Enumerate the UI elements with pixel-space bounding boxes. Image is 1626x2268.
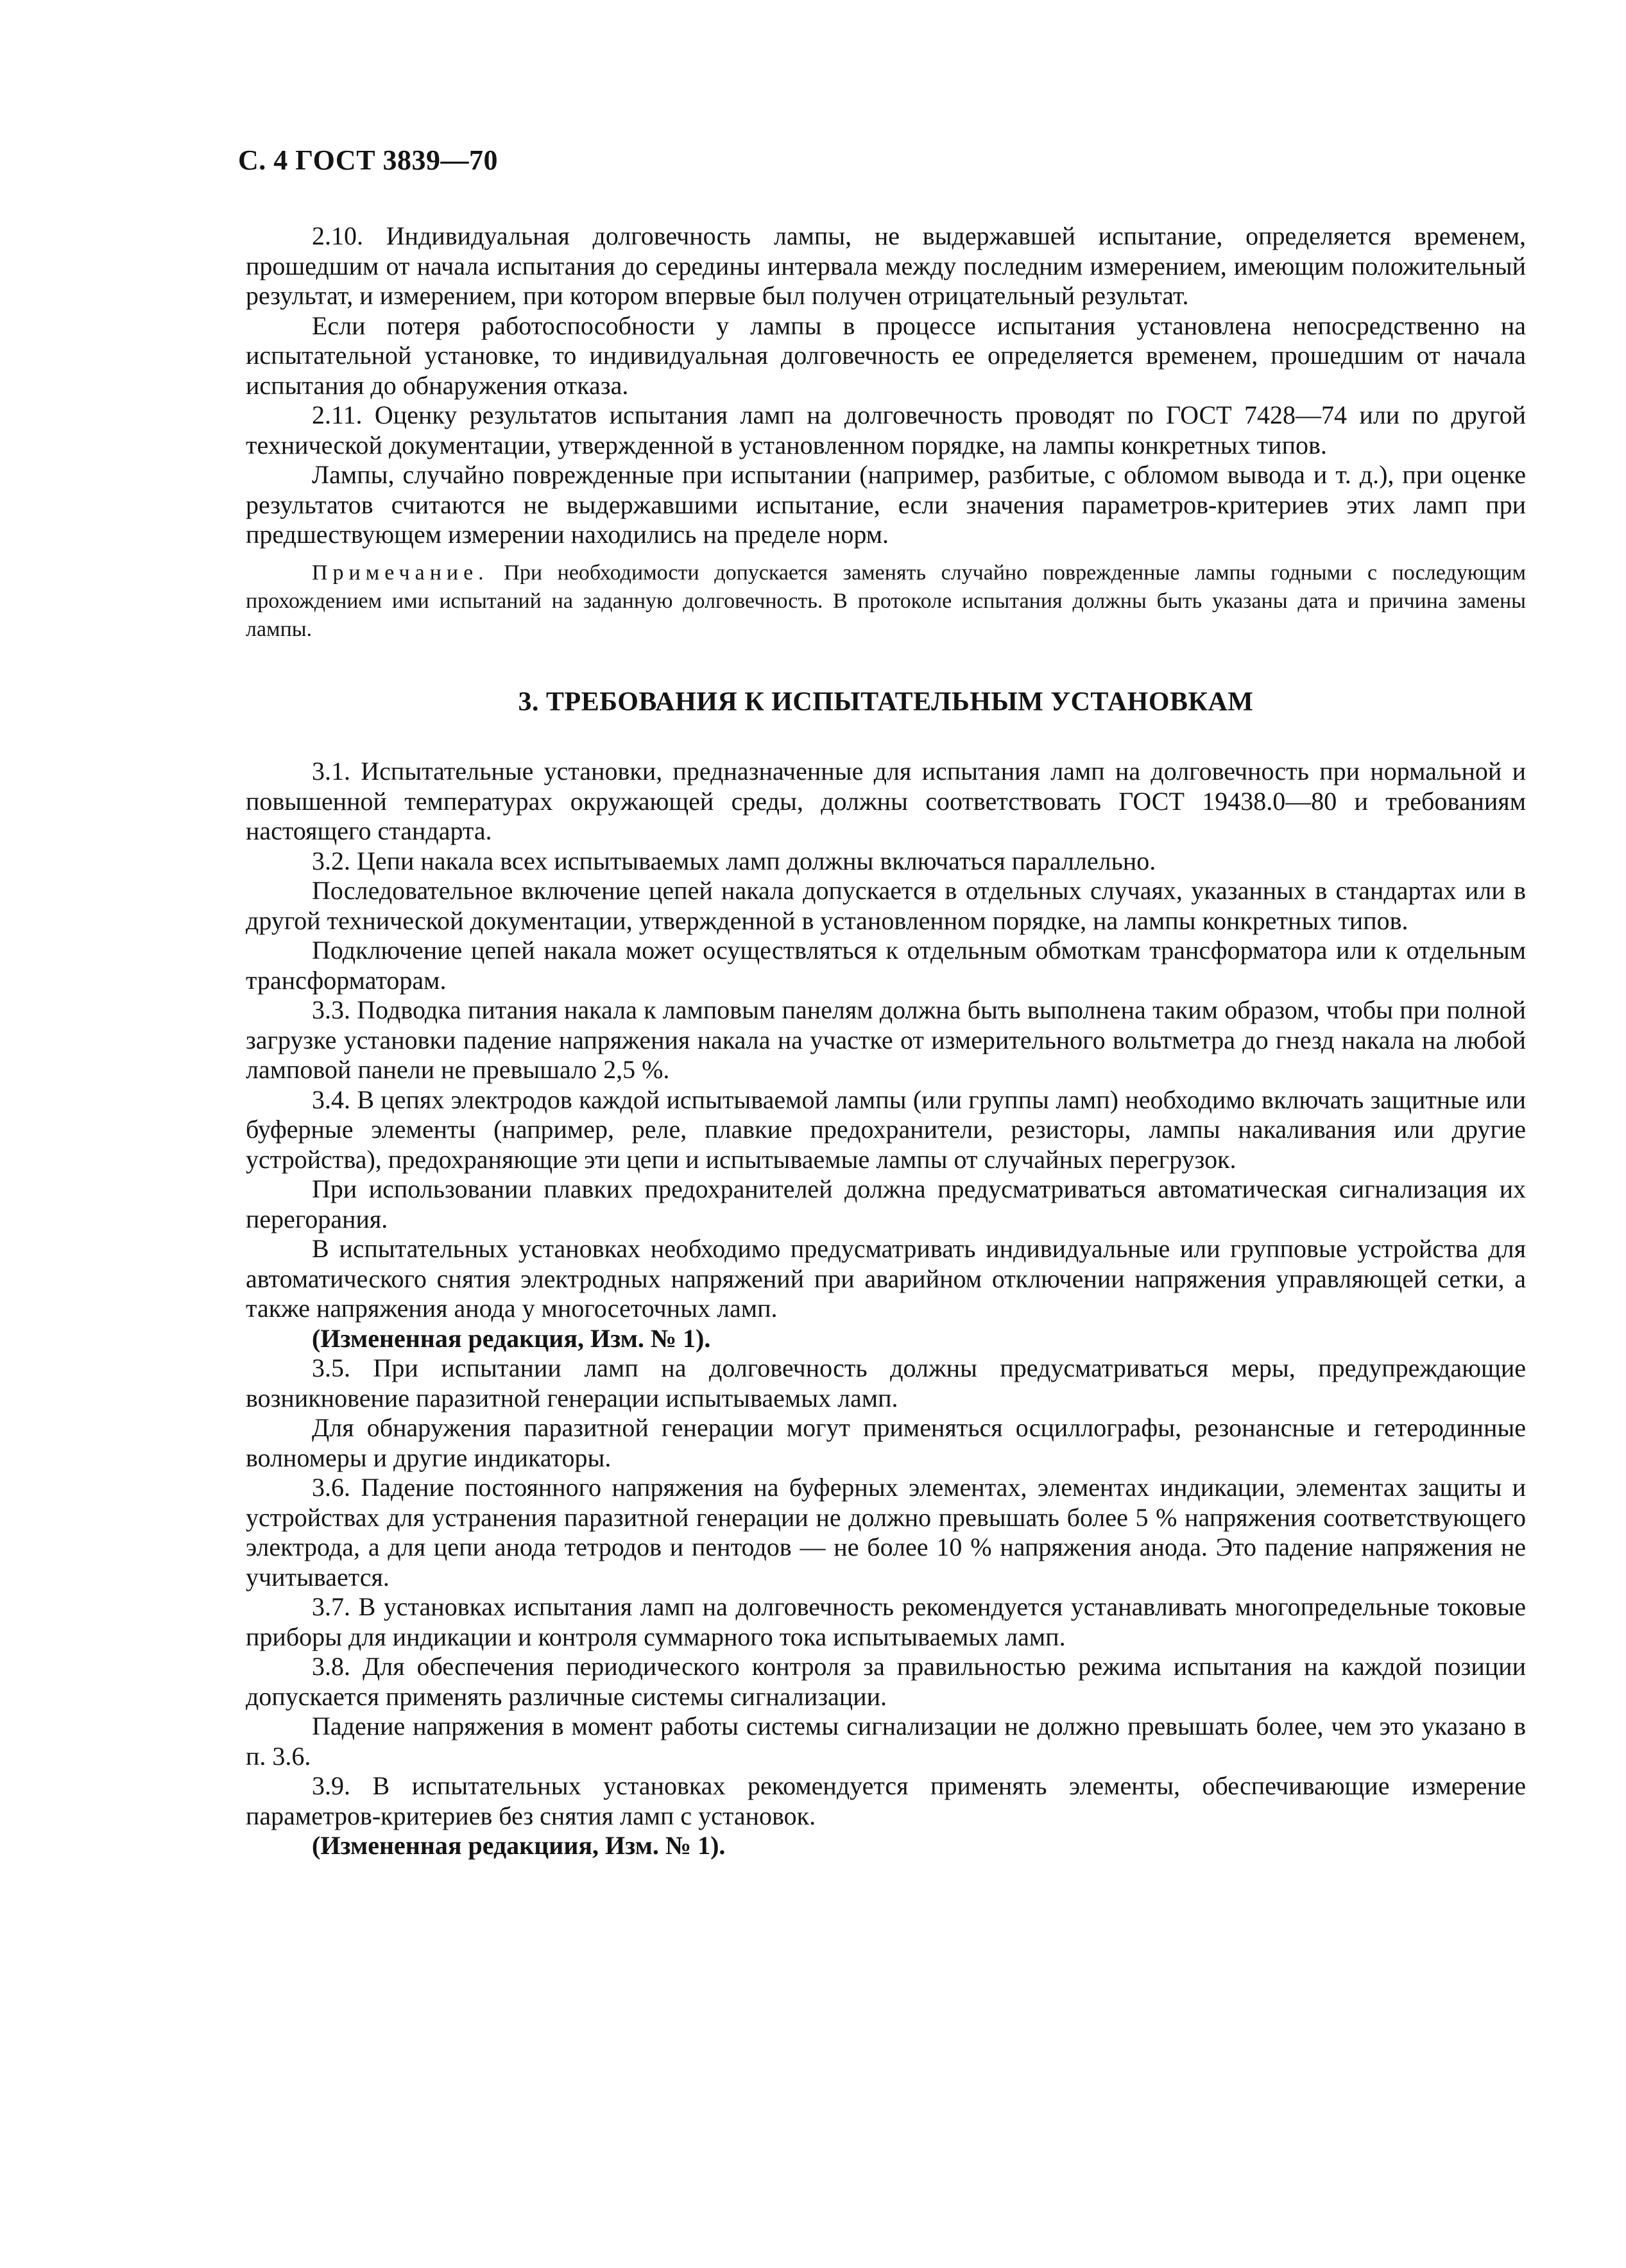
paragraph-3-2: 3.2. Цепи накала всех испытываемых ламп должны включаться параллельно. [312,846,1156,875]
paragraph-3-5: 3.5. При испытании ламп на долговечность должны предусматриваться меры, предупреждающие возникновение паразитной генерации испытываемых ламп. [246,1353,1526,1413]
paragraph-3-6: 3.6. Падение постоянного напряжения на буферных элементах, элементах индикации, элементах защиты и устройствах для устранения паразитной генерации не должно превышать более 5 % напряжения соответствующего электрода, а для цепи анода тетродов и пентодов — не более 10 % напряжения анода. Это падение напряжения не учитывается. [246,1473,1526,1592]
section-3-title: 3. ТРЕБОВАНИЯ К ИСПЫТАТЕЛЬНЫМ УСТАНОВКАМ [518,687,1254,717]
paragraph-3-4: 3.4. В цепях электродов каждой испытываемой лампы (или группы ламп) необходимо включать защитные или буферные элементы (например, реле, плавкие предохранители, резисторы, лампы накаливания или другие устройства), предохраняющие эти цепи и испытываемые лампы от случайных перегрузок. [246,1085,1526,1174]
paragraph-3-2-continued: Последовательное включение цепей накала допускается в отдельных случаях, указанных в стандартах или в другой технической документации, утвержденной в установленном порядке, на лампы конкретных типов. [246,876,1526,935]
paragraph-3-8: 3.8. Для обеспечения периодического контроля за правильностью режима испытания на каждой позиции допускается применять различные системы сигнализации. [246,1652,1526,1711]
paragraph-3-3: 3.3. Подводка питания накала к ламповым панелям должна быть выполнена таким образом, чтобы при полной загрузке установки падение напряжения накала на участке от измерительного вольтметра до гнезд накала на любой ламповой панели не превышало 2,5 %. [246,995,1526,1084]
amendment-note-2: (Измененная редакциия, Изм. № 1). [312,1831,726,1860]
paragraph-3-9: 3.9. В испытательных установках рекомендуется применять элементы, обеспечивающие измерение параметров-критериев без снятия ламп с установок. [246,1771,1526,1830]
paragraph-2-11-continued: Лампы, случайно поврежденные при испытании (например, разбитые, с обломом вывода и т. д.), при оценке результатов считаются не выдержавшими испытание, если значения параметров-критериев этих ламп при предшествующем измерении находились на пределе норм. [246,460,1526,549]
document-body [246,221,1526,1861]
paragraph-3-5-continued: Для обнаружения паразитной генерации могут применяться осциллографы, резонансные и гетеродинные волномеры и другие индикаторы. [246,1413,1526,1472]
paragraph-2-11: 2.11. Оценку результатов испытания ламп на долговечность проводят по ГОСТ 7428—74 или по другой технической документации, утвержденной в установленном порядке, на лампы конкретных типов. [246,400,1526,460]
paragraph-3-8-continued: Падение напряжения в момент работы системы сигнализации не должно превышать более, чем это указано в п. 3.6. [246,1712,1526,1771]
amendment-note-1: (Измененная редакция, Изм. № 1). [312,1323,711,1353]
paragraph-3-4-devices: В испытательных установках необходимо предусматривать индивидуальные или групповые устройства для автоматического снятия электродных напряжений при аварийном отключении напряжения управляющей сетки, а также напряжения анода у многосеточных ламп. [246,1234,1526,1323]
note [246,559,1526,644]
paragraph-3-2-connection: Подключение цепей накала может осуществляться к отдельным обмоткам трансформатора или к отдельным трансформаторам. [246,936,1526,995]
paragraph-3-7: 3.7. В установках испытания ламп на долговечность рекомендуется устанавливать многопредельные токовые приборы для индикации и контроля суммарного тока испытываемых ламп. [246,1592,1526,1651]
paragraph-2-10: 2.10. Индивидуальная долговечность лампы, не выдержавшей испытание, определяется временем, прошедшим от начала испытания до середины интервала между последним измерением, имеющим положительный результат, и измерением, при котором впервые был получен отрицательный результат. [246,221,1526,310]
paragraph-3-1: 3.1. Испытательные установки, предназначенные для испытания ламп на долговечность при нормальной и повышенной температурах окружающей среды, должны соответствовать ГОСТ 19438.0—80 и требованиям настоящего стандарта. [246,757,1526,845]
note-label: Примечание. [312,560,489,585]
page-header: С. 4 ГОСТ 3839—70 [238,144,499,176]
paragraph-2-10-continued: Если потеря работоспособности у лампы в процессе испытания установлена непосредственно на испытательной установке, то индивидуальная долговечность ее определяется временем, прошедшим от начала испытания до обнаружения отказа. [246,311,1526,400]
paragraph-3-4-fuses: При использовании плавких предохранителей должна предусматриваться автоматическая сигнализация их перегорания. [246,1174,1526,1233]
note-text: При необходимости допускается заменять случайно поврежденные лампы годными с последующим прохождением ими испытаний на заданную долговечность. В протоколе испытания должны быть указаны дата и причина замены лампы. [246,560,1526,641]
